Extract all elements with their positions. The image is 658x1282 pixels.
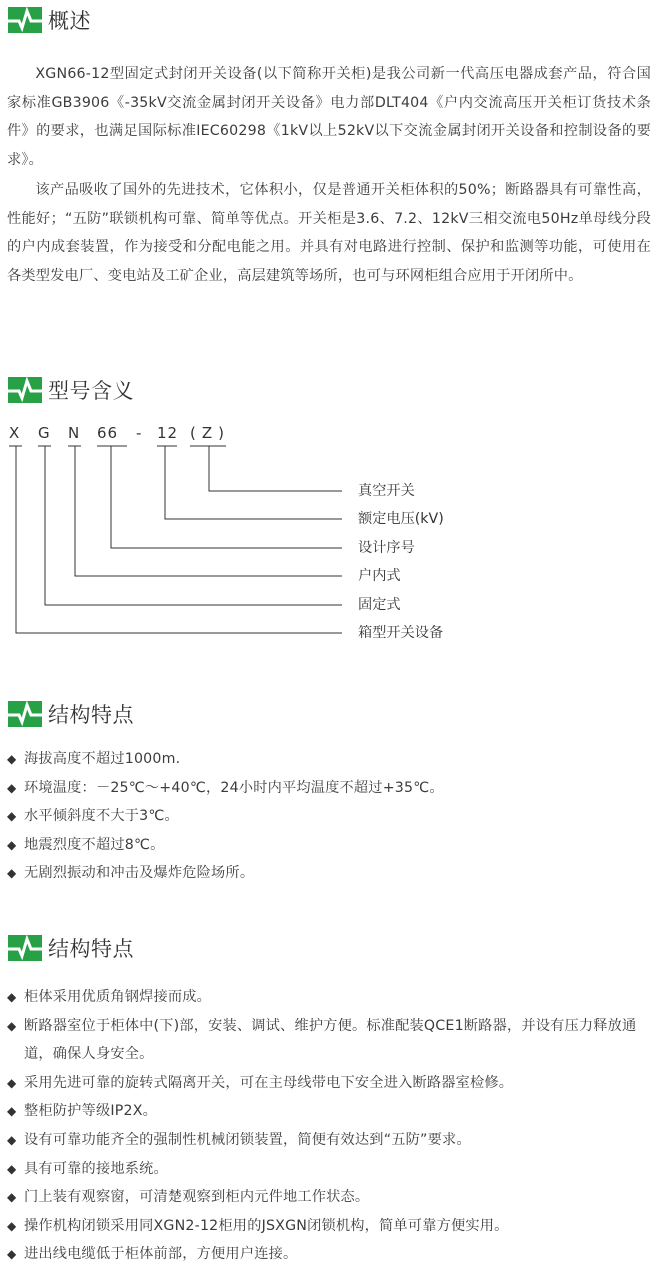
lightning-pulse-icon: [8, 377, 42, 403]
model-code-char: N: [68, 424, 81, 442]
list-item: [7, 859, 653, 888]
list-item-text: 设有可靠功能齐全的强制性机械闭锁装置，简便有效达到“五防”要求。: [24, 1131, 471, 1148]
bullet-diamond-icon: ◆: [7, 1132, 17, 1147]
section-header-conditions: [8, 699, 134, 729]
section-header-model-meaning: [8, 375, 134, 405]
model-meaning-label: 设计序号: [358, 540, 415, 556]
overview-paragraph: 该产品吸收了国外的先进技术，它体积小，仅是普通开关柜体积的50%；断路器具有可靠性高，性能好；“五防”联锁机构可靠、简单等优点。开关柜是3.6、7.2、12kV三相交流电50Hz单母线分段的户内成套装置，作为接受和分配电能之用。并具有对电路进行控制、保护和监测等功能，可使用在各类型发电厂、变电站及工矿企业，高层建筑等场所，也可与环网柜组合应用于开闭所中。: [7, 182, 651, 284]
model-meaning-label: 箱型开关设备: [358, 625, 444, 641]
list-item: [7, 802, 653, 831]
model-code-diagram: [0, 418, 658, 658]
list-item: [7, 1240, 653, 1269]
section-title: 结构特点: [48, 703, 134, 727]
list-item-text: 环境温度：－25℃～+40℃，24小时内平均温度不超过+35℃。: [24, 779, 444, 796]
list-item-text: 地震烈度不超过8℃。: [24, 836, 165, 853]
model-code-char: G: [38, 424, 51, 442]
bullet-diamond-icon: ◆: [7, 809, 17, 824]
list-item-text: 操作机构闭锁采用同XGN2-12柜用的JSXGN闭锁机构，简单可靠方便实用。: [24, 1217, 509, 1234]
list-item: [7, 774, 653, 803]
list-item-text: 海拔高度不超过1000m.: [24, 751, 181, 767]
model-meaning-label: 真空开关: [358, 483, 415, 499]
section-title: 结构特点: [48, 937, 134, 961]
model-code-char: 12: [157, 424, 179, 442]
list-item-text: 无剧烈振动和冲击及爆炸危险场所。: [24, 865, 255, 882]
list-item-text: 采用先进可靠的旋转式隔离开关，可在主母线带电下安全进入断路器室检修。: [24, 1074, 514, 1091]
section-header-features: [8, 933, 134, 963]
list-item: [7, 1183, 653, 1212]
bullet-diamond-icon: ◆: [7, 1075, 17, 1090]
section-title: 概述: [48, 9, 91, 33]
bullet-diamond-icon: ◆: [7, 1018, 17, 1033]
model-code-char: (Z): [190, 424, 230, 442]
list-item: [7, 1012, 653, 1069]
list-item: [7, 1069, 653, 1098]
bullet-diamond-icon: ◆: [7, 990, 17, 1004]
list-item-text: 整柜防护等级IP2X。: [24, 1103, 157, 1120]
model-meaning-label: 额定电压(kV): [358, 511, 444, 527]
lightning-pulse-icon: [8, 935, 42, 961]
model-code-char: -: [136, 424, 143, 442]
conditions-list: [7, 745, 653, 888]
bullet-diamond-icon: ◆: [7, 1161, 17, 1176]
list-item: [7, 983, 653, 1012]
list-item-text: 断路器室位于柜体中(下)部，安装、调试、维护方便。标准配装QCE1断路器，并设有压力释放通道，确保人身安全。: [24, 1017, 637, 1063]
list-item-text: 具有可靠的接地系统。: [24, 1160, 168, 1177]
model-code-leader-lines: [0, 418, 658, 658]
model-meaning-label: 户内式: [358, 568, 401, 584]
bullet-diamond-icon: ◆: [7, 837, 17, 852]
list-item: [7, 1212, 653, 1241]
section-header-overview: [8, 5, 91, 35]
features-list: [7, 983, 653, 1269]
bullet-diamond-icon: ◆: [7, 1218, 17, 1233]
model-code-char: X: [9, 424, 21, 442]
list-item-text: 柜体采用优质角钢焊接而成。: [24, 989, 212, 1005]
bullet-diamond-icon: ◆: [7, 780, 17, 795]
model-meaning-label: 固定式: [358, 597, 401, 613]
list-item-text: 门上装有观察窗，可清楚观察到柜内元件地工作状态。: [24, 1189, 370, 1206]
bullet-diamond-icon: ◆: [7, 866, 17, 881]
bullet-diamond-icon: ◆: [7, 1247, 17, 1262]
bullet-diamond-icon: ◆: [7, 1190, 17, 1205]
bullet-diamond-icon: ◆: [7, 752, 17, 766]
list-item: [7, 745, 653, 774]
list-item: [7, 1097, 653, 1126]
bullet-diamond-icon: ◆: [7, 1104, 17, 1119]
lightning-pulse-icon: [8, 701, 42, 727]
model-code-char: 66: [97, 424, 119, 442]
section-title: 型号含义: [48, 379, 134, 403]
lightning-pulse-icon: [8, 7, 42, 33]
list-item-text: 水平倾斜度不大于3℃。: [24, 808, 179, 825]
list-item-text: 进出线电缆低于柜体前部，方便用户连接。: [24, 1246, 298, 1263]
list-item: [7, 1126, 653, 1155]
overview-paragraph: XGN66-12型固定式封闭开关设备(以下简称开关柜)是我公司新一代高压电器成套产品，符合国家标准GB3906《-35kV交流金属封闭开关设备》电力部DLT404《户内交流高压开关柜订货技术条件》的要求，也满足国际标准IEC60298《1kV以上52kV以下交流金属封闭开关设备和控制设备的要求》。: [7, 66, 651, 168]
list-item: [7, 831, 653, 860]
list-item: [7, 1155, 653, 1184]
